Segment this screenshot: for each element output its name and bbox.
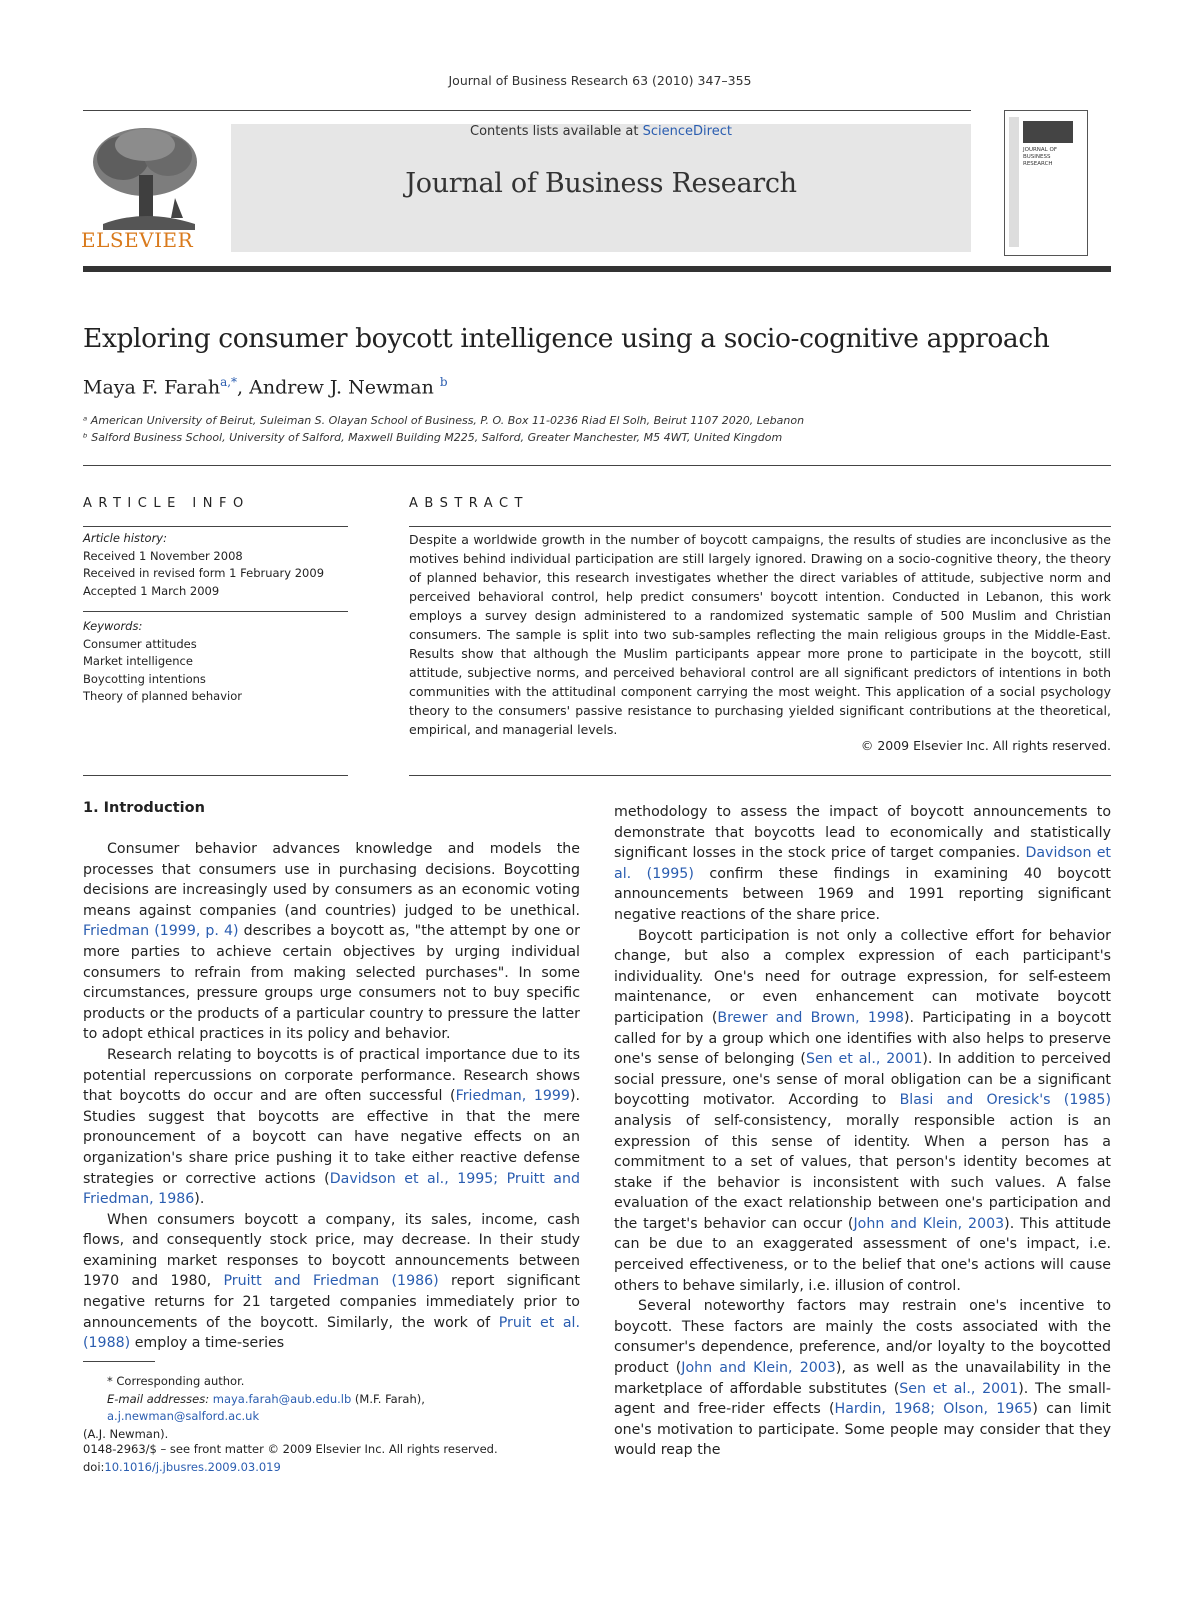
paragraph-text: Boycott participation is not only a collective effort for behavior change, but also a complex expression of each participant's individuality. One's need for outrage expression, for self-esteem maintenance, or even enhancement can motivate boycott participation ( [614,927,1111,1026]
paragraph-text: confirm these findings in examining 40 boycott announcements between 1969 and 1991 reporting significant negative reactions of the share price. [614,865,1111,923]
paragraph [614,926,1111,1297]
paragraph-text: When consumers boycott a company, its sales, income, cash flows, and consequently stock price, may decrease. In their study examining market responses to boycott announcements between 1970 and 1980, [83,1211,580,1290]
abstract-text: Despite a worldwide growth in the number of boycott campaigns, the results of studies are inconclusive as the motives behind individual participation are still largely ignored. Drawing on a socio-cognitive theory, the theory of planned behavior, this research investigates whether the direct variables of attitude, subjective norm and perceived behavioral control, help predict consumers' boycott intention. Conducted in Lebanon, this work employs a survey design administered to a randomized systematic sample of 500 Muslim and Christian consumers. The sample is split into two sub-samples reflecting the main religious groups in the Middle-East. Results show that although the Muslim participants appear more prone to participate in the boycott, still attitude, subjective norms, and perceived behavioral control are all significant predictors of intentions in both communities with the attitudinal component carrying the most weight. This application of a social psychology theory to the consumers' passive resistance to purchasing yielded significant contributions at the theoretical, empirical, and managerial levels. [409,532,1111,737]
keyword: Consumer attitudes [83,636,197,651]
citation-link[interactable]: Davidson et al. (1995) [614,845,1111,882]
history-label: Article history: [83,531,167,545]
keywords-rule [83,611,348,612]
elsevier-logo [83,120,218,255]
author-separator: , [237,376,250,399]
article-info-heading: ARTICLE INFO [83,496,250,511]
accepted-date: Accepted 1 March 2009 [83,583,220,598]
paragraph-text: describes a boycott as, "the attempt by one or more parties to achieve certain objectives by urging individual consumers to refrain from making selected purchases". In some circumstances, pressure groups urge consumers not to buy specific products or the products of a particular country to pressure the latter to adopt ethical practices in its policy and behavior. [83,923,580,1043]
received-date: Received 1 November 2008 [83,548,243,563]
paragraph-text: ), as well as the unavailability in the marketplace of affordable substitutes ( [614,1360,1111,1397]
article-info-rule [83,526,348,527]
footnote-rule [83,1361,155,1362]
paragraph-text: analysis of self-consistency, morally responsible action is an expression of this sense of identity. When a person has a commitment to a set of values, that person's identity becomes at stake if the behavior is inconsistent with such values. A false evaluation of the exact relationship between one's participation and the target's behavior can occur ( [614,1112,1111,1232]
citation-link[interactable]: Friedman, 1999 [455,1088,570,1105]
affiliation-a: ᵃ American University of Beirut, Suleiman S. Olayan School of Business, P. O. Box 11-0236 Riad El Solh, Beirut 1107 2020, Lebanon [83,414,805,427]
abstract-copyright: © 2009 Elsevier Inc. All rights reserved. [860,738,1111,753]
paragraph-text: employ a time-series [130,1335,285,1352]
contents-prefix: Contents lists available at [470,124,643,139]
paragraph [83,1210,580,1354]
footnote-mark: * [107,1374,113,1388]
article-history [83,530,348,600]
paragraph-text: Consumer behavior advances knowledge and models the processes that consumers use in purchasing decisions. Boycotting decisions are increasingly used by consumers as an economic voting means against companies (and countries) judged to be unethical. [83,841,580,919]
paragraph-text: ). Participating in a boycott called for by a group which one identifies with also helps to preserve one's sense of belonging ( [614,1009,1112,1068]
paragraph [83,1045,580,1210]
corresponding-author-footnote [83,1373,580,1443]
paragraph-text: report significant negative returns for 21 targeted companies immediately prior to announcements of the boycott. Similarly, the work of [83,1273,580,1331]
corresponding-label: Corresponding author. [112,1374,245,1388]
citation-link[interactable]: Pruit et al. (1988) [83,1314,581,1352]
author-list [83,375,1111,398]
journal-cover-thumbnail[interactable] [1004,110,1088,256]
paragraph-text: ). The small-agent and free-rider effects ( [614,1380,1111,1418]
keyword: Market intelligence [83,654,193,668]
running-head: Journal of Business Research 63 (2010) 347–355 [448,73,752,88]
header-thick-rule [83,266,1111,272]
email-owner: (M.F. Farah), [351,1391,425,1406]
cover-spine [1009,117,1019,247]
cover-image [1023,121,1073,143]
section-heading-introduction: 1. Introduction [83,800,205,816]
paragraph-text: Several noteworthy factors may restrain one's incentive to boycott. These factors are mainly the costs associated with the consumer's dependence, preference, and/or loyalty to the boycotted product ( [614,1298,1111,1377]
paragraph [614,802,1111,926]
citation-link[interactable]: Sen et al., 2001 [899,1380,1019,1397]
paragraph [83,839,580,1045]
affiliation-b: ᵇ Salford Business School, University of Salford, Maxwell Building M225, Salford, Greater Manchester, M5 4WT, United Kingdom [83,431,783,444]
email-link-farah[interactable]: maya.farah@aub.edu.lb [212,1391,352,1406]
keywords-label: Keywords: [83,619,143,633]
revised-date: Received in revised form 1 February 2009 [83,566,325,580]
contents-line [231,124,971,139]
paragraph-text: ) can limit one's motivation to participate. Some people may consider that they would reap the [614,1401,1111,1459]
citation-link[interactable]: Hardin, 1968; Olson, 1965 [834,1401,1033,1418]
citation-link[interactable]: Pruitt and Friedman (1986) [223,1273,439,1290]
cover-title: JOURNAL OF BUSINESS RESEARCH [1023,147,1057,167]
author-2: Andrew J. Newman [249,376,434,399]
citation-link[interactable]: John and Klein, 2003 [853,1215,1005,1232]
info-bottom-rule [83,775,348,776]
doi-link[interactable]: 10.1016/j.jbusres.2009.03.019 [104,1459,281,1474]
paragraph-text: ). In addition to perceived social pressure, one's sense of moral obligation can be a significant boycotting motivator. According to [614,1051,1112,1109]
email-owner: (A.J. Newman). [83,1426,169,1441]
abstract-heading: ABSTRACT [409,496,529,511]
author-1-affil-mark[interactable]: a,* [220,375,238,389]
paragraph-text: ). [194,1191,205,1208]
paragraph-text: ). This attitude can be due to an exaggerated assessment of one's impact, i.e. perceived effectiveness, or to the belief that one's actions will cause others to behave similarly, i.e. illusion of control. [614,1215,1112,1294]
citation-link[interactable]: Friedman (1999, p. 4) [83,923,239,940]
email-link-newman[interactable]: a.j.newman@salford.ac.uk [107,1409,260,1423]
paragraph-text: Research relating to boycotts is of practical importance due to its potential repercussions on corporate performance. Research shows that boycotts do occur and are often successful ( [83,1046,580,1105]
paragraph [614,1296,1111,1461]
email-label: E-mail addresses: [107,1391,213,1406]
issn-line: 0148-2963/$ – see front matter © 2009 Elsevier Inc. All rights reserved. [83,1442,498,1456]
keyword: Theory of planned behavior [83,689,242,703]
header-rule [83,110,971,111]
citation-link[interactable]: Blasi and Oresick's (1985) [899,1092,1111,1109]
journal-title: Journal of Business Research [405,168,797,199]
paragraph-text: methodology to assess the impact of boycott announcements to demonstrate that boycotts lead to economically and statistically significant losses in the stock price of target companies. [614,804,1111,862]
body-column-right [614,802,1111,1461]
paragraph-text: ). Studies suggest that boycotts are effective in that the mere pronouncement of a boycott can have negative effects on an organization's share price pushing it to take either reactive defense strategies or corrective actions ( [83,1088,580,1187]
citation-link[interactable]: Brewer and Brown, 1998 [717,1009,904,1026]
keyword: Boycotting intentions [83,671,206,686]
front-matter [83,1441,683,1476]
elsevier-wordmark: ELSEVIER [81,228,194,252]
author-1: Maya F. Farah [83,376,221,399]
abstract-rule [409,526,1111,527]
citation-link[interactable]: Davidson et al., 1995; Pruitt and Friedman, 1986 [83,1170,580,1208]
keywords-block [83,618,348,706]
article-title: Exploring consumer boycott intelligence using a socio-cognitive approach [83,323,1050,354]
body-column-left [83,839,580,1354]
author-2-affil-mark[interactable]: b [439,375,448,389]
citation-link[interactable]: John and Klein, 2003 [681,1360,836,1377]
citation-link[interactable]: Sen et al., 2001 [805,1051,923,1068]
doi-label: doi: [83,1459,105,1474]
doi-line [83,1459,683,1477]
title-rule [83,465,1111,466]
sciencedirect-link[interactable]: ScienceDirect [642,124,732,139]
abstract-bottom-rule [409,775,1111,776]
